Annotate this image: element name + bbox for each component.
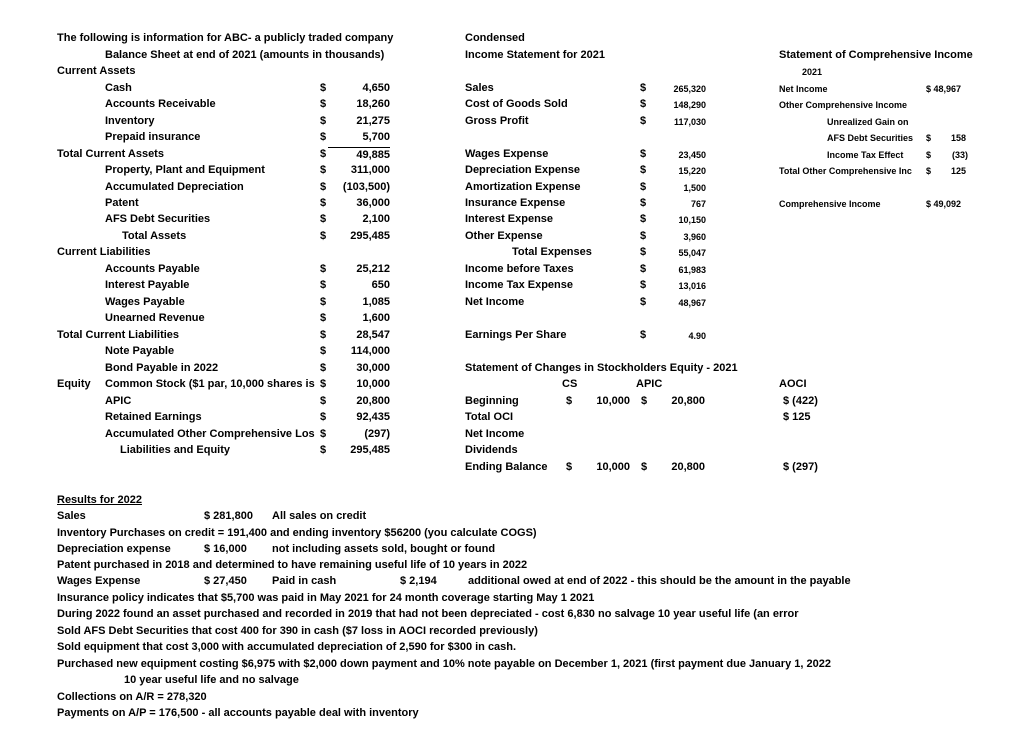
bs-row-currency: $ [320, 312, 327, 324]
bs-row-value: 30,000 [356, 362, 390, 374]
ci-total-oci-value: 125 [950, 166, 966, 176]
is-row-value: 4.90 [688, 331, 706, 341]
bs-row-label: Note Payable [105, 345, 175, 357]
bs-row-currency: $ [320, 164, 327, 176]
results-sales-value: $ 281,800 [204, 510, 253, 522]
bs-row-currency: $ [320, 148, 327, 160]
bs-row-value: 49,885 [328, 147, 390, 162]
bs-row-currency: $ [320, 263, 327, 275]
eq-title: Statement of Changes in Stockholders Equity - 2021 [465, 362, 738, 374]
bs-row-label: Interest Payable [105, 279, 190, 291]
is-row-label: Other Expense [465, 230, 543, 242]
bs-row-value: 20,800 [356, 395, 390, 407]
bs-row-label: Accounts Payable [105, 263, 200, 275]
eq-ending-apic-cur: $ [641, 461, 648, 473]
bs-row-currency: $ [320, 98, 327, 110]
is-row-label: Income Tax Expense [465, 279, 574, 291]
is-row-label: Net Income [465, 296, 525, 308]
bs-row-value: 10,000 [356, 378, 390, 390]
results-equip-life-line: 10 year useful life and no salvage [124, 674, 299, 686]
bs-row-value: 25,212 [356, 263, 390, 275]
bs-row-label: Inventory [105, 115, 155, 127]
bs-row-value: 18,260 [356, 98, 390, 110]
is-row-currency: $ [640, 115, 647, 127]
results-payments-line: Payments on A/P = 176,500 - all accounts payable deal with inventory [57, 707, 419, 719]
ci-net-income-label: Net Income [779, 84, 828, 94]
bs-row-value: (297) [364, 428, 390, 440]
is-row-currency: $ [640, 181, 647, 193]
results-wages-note: Paid in cash [272, 575, 337, 587]
income-statement-title: Condensed [465, 32, 525, 44]
bs-row-currency: $ [320, 197, 327, 209]
bs-row-label: Accumulated Depreciation [105, 181, 244, 193]
bs-row-label: Accounts Receivable [105, 98, 216, 110]
is-row-currency: $ [640, 263, 647, 275]
ci-title: Statement of Comprehensive Income [779, 49, 973, 61]
bs-row-currency: $ [320, 395, 327, 407]
results-wages-owed-note: additional owed at end of 2022 - this should be the amount in the payable [468, 575, 851, 587]
bs-row-label: Retained Earnings [105, 411, 202, 423]
is-row-value: 1,500 [683, 183, 706, 193]
bs-row-label: Cash [105, 82, 132, 94]
is-row-currency: $ [640, 82, 647, 94]
bs-row-value: 92,435 [356, 411, 390, 423]
bs-row-currency: $ [320, 345, 327, 357]
ci-total-oci-cur: $ [926, 166, 932, 176]
bs-row-currency: $ [320, 362, 327, 374]
results-depr-value: $ 16,000 [204, 543, 247, 555]
results-wages-label: Wages Expense [57, 575, 141, 587]
eq-ending-aoci: $ (297) [783, 461, 818, 473]
income-statement-subtitle: Income Statement for 2021 [465, 49, 605, 61]
results-wages-owed-value: $ 2,194 [400, 575, 437, 587]
ci-tax-value: (33) [951, 150, 968, 160]
current-assets-header: Current Assets [57, 65, 136, 77]
eq-beginning-apic-cur: $ [641, 395, 648, 407]
is-row-value: 61,983 [678, 265, 706, 275]
eq-beginning-apic: 20,800 [671, 395, 705, 407]
is-row-label: Total Expenses [512, 246, 592, 258]
bs-row-label: Wages Payable [105, 296, 185, 308]
results-asset-found-line: During 2022 found an asset purchased and recorded in 2019 that had not been depreciated - cost 6,830 no salvage 10 year useful life (an error [57, 608, 799, 620]
bs-row-value: 2,100 [362, 213, 390, 225]
bs-row-currency: $ [320, 444, 327, 456]
results-equip-purchased-line: Purchased new equipment costing $6,975 with $2,000 down payment and 10% note payable on December 1, 2021 (first payment due January 1, 2022 [57, 658, 831, 670]
balance-sheet-subtitle: Balance Sheet at end of 2021 (amounts in thousands) [105, 49, 385, 61]
ci-year: 2021 [802, 67, 823, 77]
is-row-label: Income before Taxes [465, 263, 574, 275]
results-sales-note: All sales on credit [272, 510, 367, 522]
bs-row-currency: $ [320, 411, 327, 423]
is-row-currency: $ [640, 98, 647, 110]
is-row-currency: $ [640, 164, 647, 176]
bs-row-currency: $ [320, 181, 327, 193]
results-depr-label: Depreciation expense [57, 543, 171, 555]
results-header: Results for 2022 [57, 494, 142, 506]
is-row-label: Wages Expense [465, 148, 549, 160]
bs-row-value: 21,275 [356, 115, 390, 127]
eq-ending-cs: 10,000 [596, 461, 630, 473]
ci-tax-label: Income Tax Effect [827, 150, 904, 160]
is-row-value: 10,150 [678, 215, 706, 225]
eq-beginning-cs-cur: $ [566, 395, 573, 407]
is-row-label: Insurance Expense [465, 197, 566, 209]
is-row-value: 48,967 [678, 298, 706, 308]
eq-total-oci-aoci: $ 125 [783, 411, 811, 423]
bs-row-value: 295,485 [350, 444, 390, 456]
balance-sheet-title: The following is information for ABC- a publicly traded company [57, 32, 394, 44]
is-row-value: 23,450 [678, 150, 706, 160]
bs-row-label: AFS Debt Securities [105, 213, 211, 225]
ci-afs-value: 158 [950, 133, 966, 143]
bs-row-currency: $ [320, 230, 327, 242]
eq-ending-apic: 20,800 [671, 461, 705, 473]
ci-total-oci-label: Total Other Comprehensive Inc [779, 166, 912, 176]
bs-row-value: 650 [371, 279, 390, 291]
eq-col-apic: APIC [636, 378, 663, 390]
is-row-currency: $ [640, 329, 647, 341]
bs-row-label: Total Current Assets [57, 148, 164, 160]
is-row-currency: $ [640, 148, 647, 160]
ci-oci-label: Other Comprehensive Income [779, 100, 908, 110]
bs-row-label: Property, Plant and Equipment [105, 164, 265, 176]
is-row-value: 265,320 [673, 84, 706, 94]
is-row-value: 13,016 [678, 281, 706, 291]
is-row-value: 767 [690, 199, 706, 209]
is-row-value: 55,047 [678, 248, 706, 258]
results-depr-note: not including assets sold, bought or found [272, 543, 496, 555]
bs-row-label: Liabilities and Equity [120, 444, 231, 456]
bs-row-label: Total Assets [122, 230, 187, 242]
results-inventory-line: Inventory Purchases on credit = 191,400 and ending inventory $56200 (you calculate COGS) [57, 527, 537, 539]
bs-row-value: 5,700 [362, 131, 390, 143]
bs-row-label: Unearned Revenue [105, 312, 205, 324]
eq-beginning-cs: 10,000 [596, 395, 630, 407]
eq-beginning-aoci: $ (422) [783, 395, 818, 407]
results-wages-value: $ 27,450 [204, 575, 247, 587]
bs-row-value: 295,485 [350, 230, 390, 242]
results-equip-sold-line: Sold equipment that cost 3,000 with accumulated depreciation of 2,590 for $300 in cash. [57, 641, 517, 653]
ci-net-income-value: $ 48,967 [926, 84, 962, 94]
is-row-label: Earnings Per Share [465, 329, 567, 341]
ci-comprehensive-value: $ 49,092 [926, 199, 962, 209]
bs-row-currency: $ [320, 329, 327, 341]
bs-row-currency: $ [320, 378, 327, 390]
bs-row-value: (103,500) [342, 181, 390, 193]
is-row-label: Interest Expense [465, 213, 554, 225]
bs-row-label: Total Current Liabilities [57, 329, 180, 341]
is-row-value: 148,290 [673, 100, 706, 110]
bs-row-label: Bond Payable in 2022 [105, 362, 219, 374]
is-row-value: 3,960 [683, 232, 706, 242]
results-afs-sold-line: Sold AFS Debt Securities that cost 400 for 390 in cash ($7 loss in AOCI recorded previously) [57, 625, 538, 637]
results-collections-line: Collections on A/R = 278,320 [57, 691, 207, 703]
bs-row-value: 1,085 [362, 296, 390, 308]
is-row-label: Cost of Goods Sold [465, 98, 568, 110]
bs-row-currency: $ [320, 131, 327, 143]
eq-col-aoci: AOCI [779, 378, 807, 390]
is-row-currency: $ [640, 213, 647, 225]
ci-tax-cur: $ [926, 150, 932, 160]
is-row-label: Gross Profit [465, 115, 529, 127]
bs-row-currency: $ [320, 213, 327, 225]
bs-row-label: Current Liabilities [57, 246, 151, 258]
eq-total-oci-label: Total OCI [465, 411, 514, 423]
bs-row-value: 4,650 [362, 82, 390, 94]
ci-unrealized-label: Unrealized Gain on [827, 117, 909, 127]
is-row-currency: $ [640, 230, 647, 242]
bs-row-currency: $ [320, 82, 327, 94]
eq-dividends-label: Dividends [465, 444, 518, 456]
bs-row-value: 1,600 [362, 312, 390, 324]
bs-row-currency: $ [320, 115, 327, 127]
bs-row-label: Prepaid insurance [105, 131, 201, 143]
ci-comprehensive-label: Comprehensive Income [779, 199, 881, 209]
is-row-currency: $ [640, 296, 647, 308]
bs-row-currency: $ [320, 296, 327, 308]
bs-row-label: Patent [105, 197, 139, 209]
is-row-label: Amortization Expense [465, 181, 581, 193]
bs-row-value: 28,547 [356, 329, 390, 341]
is-row-value: 15,220 [678, 166, 706, 176]
eq-net-income-label: Net Income [465, 428, 525, 440]
equity-label: Equity [57, 378, 91, 390]
is-row-currency: $ [640, 279, 647, 291]
eq-ending-cs-cur: $ [566, 461, 573, 473]
bs-row-label: Accumulated Other Comprehensive Los [105, 428, 315, 440]
is-row-label: Depreciation Expense [465, 164, 580, 176]
bs-row-value: 311,000 [350, 164, 390, 176]
eq-col-cs: CS [562, 378, 578, 390]
is-row-label: Sales [465, 82, 494, 94]
bs-row-label: APIC [105, 395, 132, 407]
bs-row-value: 36,000 [356, 197, 390, 209]
eq-ending-label: Ending Balance [465, 461, 548, 473]
eq-beginning-label: Beginning [465, 395, 519, 407]
results-insurance-line: Insurance policy indicates that $5,700 was paid in May 2021 for 24 month coverage starting May 1 2021 [57, 592, 595, 604]
ci-afs-label: AFS Debt Securities [827, 133, 914, 143]
bs-row-value: 114,000 [350, 345, 390, 357]
results-patent-line: Patent purchased in 2018 and determined to have remaining useful life of 10 years in 2022 [57, 559, 528, 571]
bs-row-currency: $ [320, 428, 327, 440]
bs-row-label: Common Stock ($1 par, 10,000 shares is [105, 378, 315, 390]
is-row-value: 117,030 [673, 117, 706, 127]
is-row-currency: $ [640, 197, 647, 209]
results-sales-label: Sales [57, 510, 86, 522]
ci-afs-cur: $ [926, 133, 932, 143]
bs-row-currency: $ [320, 279, 327, 291]
is-row-currency: $ [640, 246, 647, 258]
